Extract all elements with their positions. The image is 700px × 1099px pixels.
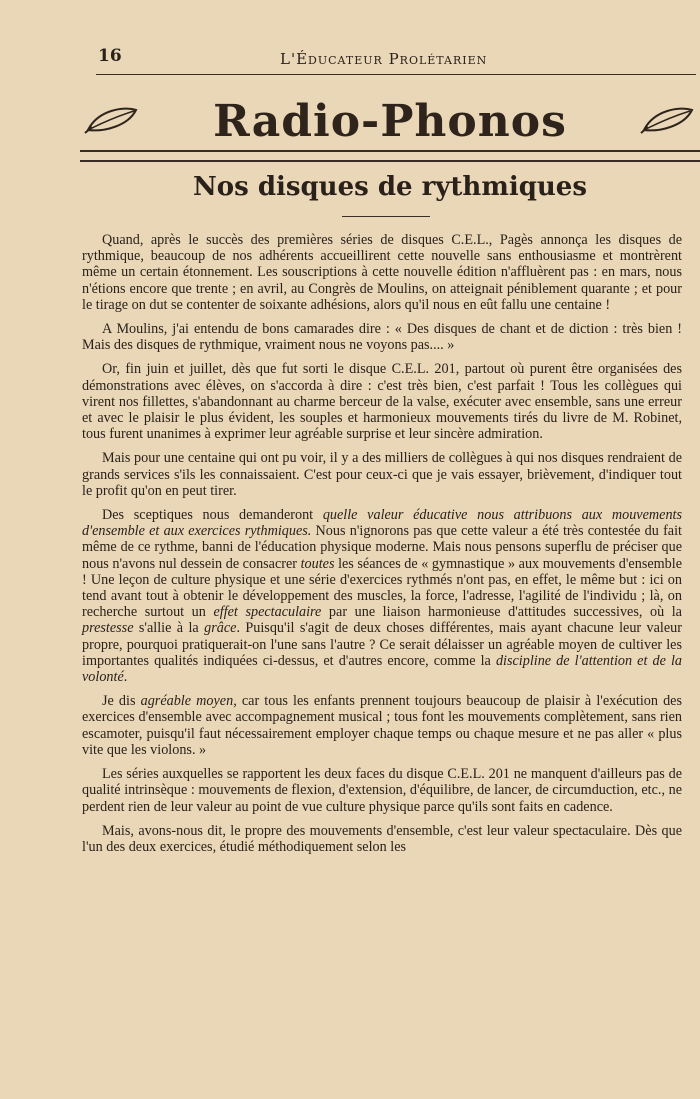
paragraph bbox=[82, 361, 682, 442]
text-run: Nous n'ignorons pas que cette valeur a été très contestée du fait même de ce rythme, banni de l'éducation physique moderne. Mais nous pensons superflu de préciser que nous n'avons nul dessein de consacrer bbox=[82, 523, 682, 572]
text-run: s'allie à la bbox=[133, 620, 205, 637]
header-rule bbox=[96, 74, 696, 75]
text-run: Les séries auxquelles se rapportent les deux faces du disque C.E.L. 201 ne manquent d'ailleurs pas de qualité intrinsèque : mouvements de flexion, d'extension, d'équilibre, de lancer, de circumduction, etc., ne perdent rien de leur valeur au point de vue culture physique parce qu'ils sont faits en cadence. bbox=[82, 766, 682, 815]
text-run: les séances de « gymnastique » aux mouvements d'ensemble ! Une leçon de culture physique et une série d'exercices rythmés n'ont pas, en effet, le même but : ici on tend avant tout à obtenir le développement des muscles, la force, l'adresse, l'agilité de l'individu ; là, on recherche surtout un bbox=[82, 555, 682, 621]
text-run: . Puisqu'il s'agit de deux choses différentes, mais ayant chacune leur valeur propre, pourquoi pratiquerait-on l'une sans l'autre ? Ce serait délaisser un agréable moyen de cultiver les importantes qualités indiquées ci-dessus, et d'autres encore, comme la bbox=[82, 620, 682, 669]
italic-text: grâce bbox=[204, 620, 237, 637]
text-run: . bbox=[123, 669, 128, 686]
italic-text: effet spectaculaire bbox=[213, 604, 322, 621]
paragraph bbox=[82, 823, 682, 855]
page-number: 16 bbox=[98, 46, 122, 66]
text-run: Des sceptiques nous demanderont bbox=[102, 507, 323, 524]
text-run: A Moulins, j'ai entendu de bons camarades dire : « Des disques de chant et de diction : très bien ! Mais des disques de rythmique, vraiment nous ne voyons pas.... » bbox=[82, 321, 682, 354]
paragraph bbox=[82, 450, 682, 499]
journal-title: L'Éducateur Prolétarien bbox=[280, 50, 488, 68]
text-run: par une liaison harmonieuse d'attitudes successives, où la bbox=[321, 604, 682, 621]
paragraph bbox=[82, 321, 682, 353]
italic-text: quelle valeur éducative nous attribuons aux mouvements d'ensemble et aux exercices rythmiques. bbox=[82, 507, 682, 540]
paragraph bbox=[82, 693, 682, 758]
text-run: Or, fin juin et juillet, dès que fut sorti le disque C.E.L. 201, partout où purent être organisées des démonstrations avec élèves, on s'accorda à dire : c'est très bien, c'est parfait ! Tous les collègues qui virent nos fillettes, s'abandonnant au charme berceur de la valse, exécuter avec ensemble, sans une erreur et avec le plaisir le plus évident, les souples et harmonieux mouvements tirés du livre de M. Robinet, tous furent unanimes à exprimer leur agréable surprise et leur sincère admiration. bbox=[82, 361, 682, 443]
text-run: Quand, après le succès des premières séries de disques C.E.L., Pagès annonça les disques de rythmique, beaucoup de nos adhérents accueillirent cette nouvelle sans enthousiasme et montrèrent même un certain étonnement. Les souscriptions à cette nouvelle édition n'affluèrent pas : en mars, nous n'étions encore que trente ; en avril, au Congrès de Moulins, on atteignait péniblement quarante ; et pour le tirage on dut se contenter de soixante adhésions, alors qu'il nous en eût fallu une centaine ! bbox=[82, 232, 682, 313]
text-run: Je dis bbox=[102, 693, 141, 710]
text-run: Mais, avons-nous dit, le propre des mouvements d'ensemble, c'est leur valeur spectaculaire. Dès que l'un des deux exercices, étudié méthodiquement selon les bbox=[82, 822, 682, 855]
text-run: Mais pour une centaine qui ont pu voir, il y a des milliers de collègues à qui nos disques rendraient de grands services s'ils les connaissaient. C'est pour ceux-ci que je vais essayer, brièvement, d'indiquer tout le profit qu'on en peut tirer. bbox=[82, 450, 682, 499]
page-header bbox=[0, 44, 700, 84]
paragraph bbox=[82, 232, 682, 313]
italic-text: prestesse bbox=[82, 620, 134, 637]
text-run: , car tous les enfants prennent toujours beaucoup de plaisir à l'exécution des exercices d'ensemble avec accompagnement musical ; tous font les mouvements complètement, sans rien escamoter, puisqu'il faut nécessairement employer chaque temps ou chaque mesure et ne pas aller « plus vite que les violons. » bbox=[82, 693, 682, 758]
paragraph bbox=[82, 766, 682, 815]
italic-text: toutes bbox=[300, 555, 335, 572]
italic-text: discipline de l'attention et de la volonté bbox=[82, 652, 683, 686]
leaf-icon bbox=[84, 104, 140, 138]
leaf-icon bbox=[640, 104, 696, 138]
article-title: Nos disques de rythmiques bbox=[193, 172, 587, 202]
section-title: Radio-Phonos bbox=[213, 96, 567, 147]
section-double-rule bbox=[80, 150, 700, 162]
article-title-underline bbox=[342, 216, 430, 217]
italic-text: agréable moyen bbox=[140, 693, 234, 710]
article-body bbox=[82, 232, 682, 863]
section-banner bbox=[80, 94, 700, 164]
paragraph bbox=[82, 507, 682, 685]
